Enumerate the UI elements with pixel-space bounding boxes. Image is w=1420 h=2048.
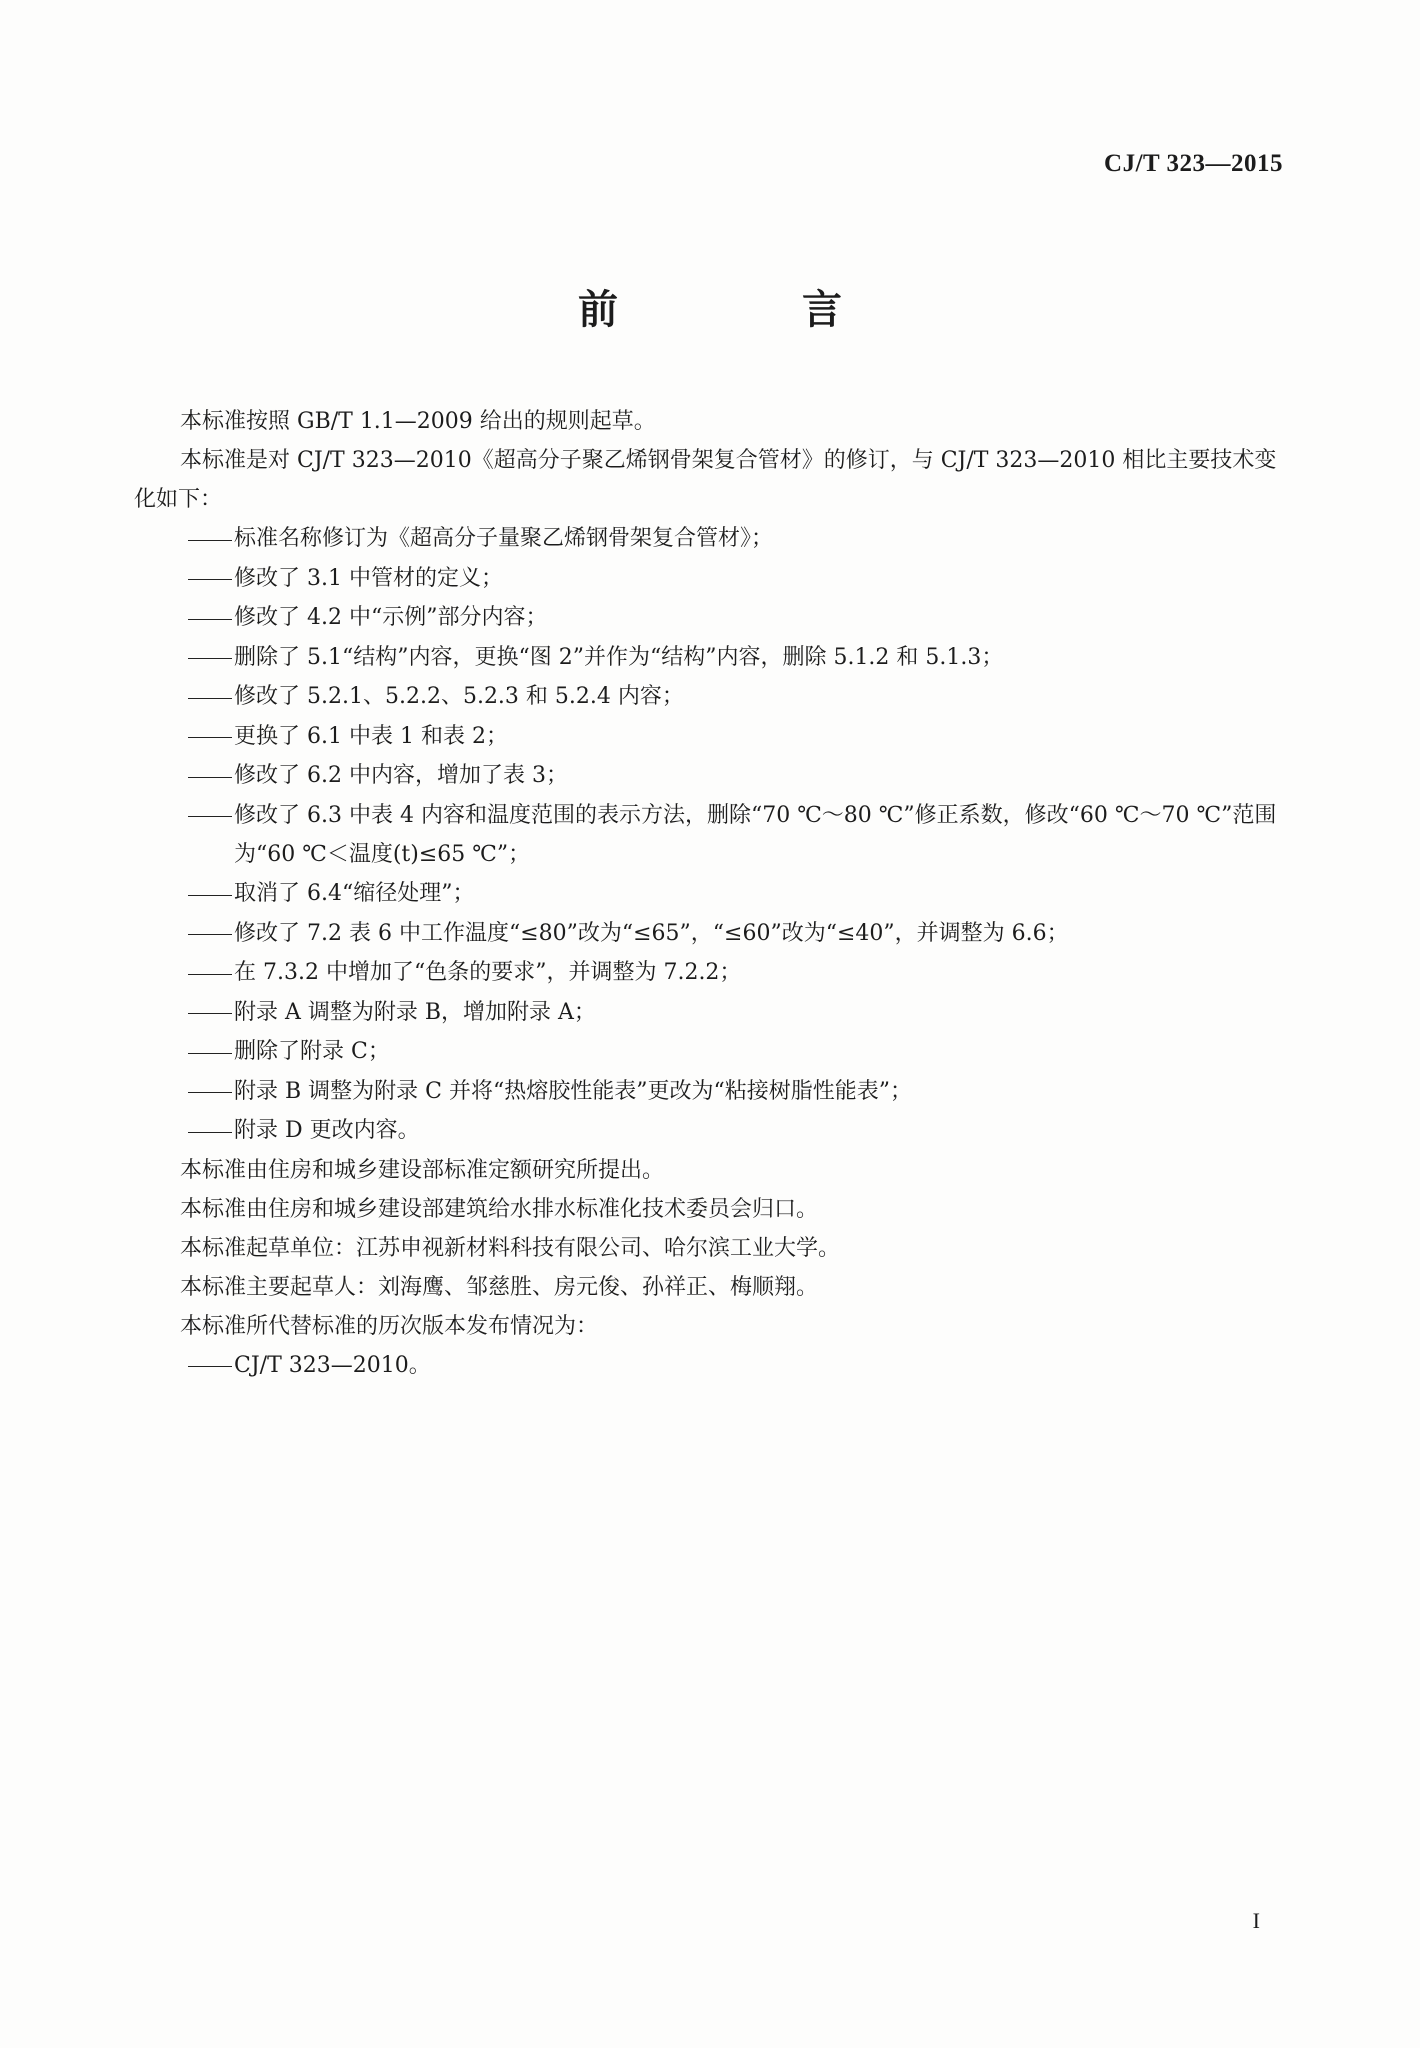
em-dash-mark: [188, 717, 234, 756]
change-item: 附录 D 更改内容。: [134, 1111, 1284, 1151]
em-dash-mark: [188, 914, 234, 953]
change-item: 附录 B 调整为附录 C 并将“热熔胶性能表”更改为“粘接树脂性能表”；: [134, 1072, 1284, 1112]
em-dash-mark: [188, 599, 234, 638]
committee-paragraph: 本标准由住房和城乡建设部建筑给水排水标准化技术委员会归口。: [180, 1196, 819, 1222]
drafting-rule-paragraph: 本标准按照 GB/T 1.1—2009 给出的规则起草。: [180, 409, 656, 434]
em-dash-mark: [188, 638, 234, 677]
change-item: 附录 A 调整为附录 B，增加附录 A；: [134, 993, 1284, 1033]
em-dash-mark: [188, 954, 234, 993]
change-item: 修改了 6.2 中内容，增加了表 3；: [134, 756, 1284, 796]
standard-code: CJ/T 323—2015: [1104, 150, 1283, 177]
proposer-paragraph: 本标准由住房和城乡建设部标准定额研究所提出。: [180, 1157, 665, 1183]
em-dash-mark: [188, 1112, 234, 1151]
change-item: 删除了 5.1“结构”内容，更换“图 2”并作为“结构”内容，删除 5.1.2 和 5.1.3；: [134, 638, 1284, 678]
change-item: 修改了 4.2 中“示例”部分内容；: [134, 598, 1284, 638]
change-item: 在 7.3.2 中增加了“色条的要求”，并调整为 7.2.2；: [134, 953, 1284, 993]
page-number: I: [1252, 1908, 1260, 1933]
change-item: 标准名称修订为《超高分子量聚乙烯钢骨架复合管材》；: [134, 519, 1284, 559]
revision-intro-paragraph: 本标准是对 CJ/T 323—2010《超高分子聚乙烯钢骨架复合管材》的修订，与 CJ/T 323—2010 相比主要技术变化如下：: [134, 448, 1277, 512]
em-dash-mark: [188, 1072, 234, 1111]
previous-editions-paragraph: 本标准所代替标准的历次版本发布情况为：: [180, 1313, 599, 1339]
em-dash-mark: [188, 1033, 234, 1072]
change-item: 取消了 6.4“缩径处理”；: [134, 874, 1284, 914]
em-dash-mark: [188, 520, 234, 559]
drafting-units-paragraph: 本标准起草单位：江苏申视新材料科技有限公司、哈尔滨工业大学。: [180, 1235, 841, 1261]
em-dash-mark: [188, 757, 234, 796]
em-dash-mark: [188, 993, 234, 1032]
change-item: 修改了 3.1 中管材的定义；: [134, 559, 1284, 599]
change-item: 修改了 6.3 中表 4 内容和温度范围的表示方法，删除“70 ℃～80 ℃”修正系数，修改“60 ℃～70 ℃”范围为“60 ℃＜温度(t)≤65 ℃”；: [134, 796, 1284, 875]
em-dash-mark: [188, 559, 234, 598]
previous-editions-list: [134, 1346, 1284, 1386]
change-item: 删除了附录 C；: [134, 1032, 1284, 1072]
previous-edition-item: CJ/T 323—2010。: [134, 1346, 1284, 1386]
changes-list: [134, 519, 1284, 1151]
em-dash-mark: [188, 1346, 234, 1385]
page-title: 前 言: [578, 287, 914, 333]
change-item: 修改了 5.2.1、5.2.2、5.2.3 和 5.2.4 内容；: [134, 677, 1284, 717]
preface-body: [134, 402, 1284, 1385]
drafters-paragraph: 本标准主要起草人：刘海鹰、邹慈胜、房元俊、孙祥正、梅顺翔。: [180, 1274, 819, 1300]
em-dash-mark: [188, 678, 234, 717]
em-dash-mark: [188, 796, 234, 835]
change-item: 更换了 6.1 中表 1 和表 2；: [134, 717, 1284, 757]
change-item: 修改了 7.2 表 6 中工作温度“≤80”改为“≤65”，“≤60”改为“≤40”，并调整为 6.6；: [134, 914, 1284, 954]
em-dash-mark: [188, 875, 234, 914]
